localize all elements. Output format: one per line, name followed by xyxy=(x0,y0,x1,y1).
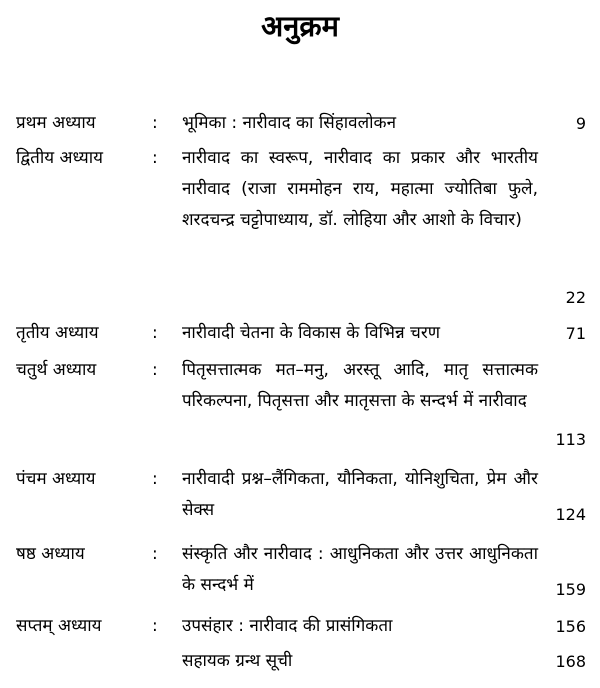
page-number: 113 xyxy=(555,430,586,449)
page-number: 22 xyxy=(565,288,586,307)
toc-entry xyxy=(0,646,600,677)
chapter-title: संस्कृति और नारीवाद : आधुनिकता और उत्तर आधुनिकता के सन्दर्भ में xyxy=(182,544,538,595)
toc-entry xyxy=(0,539,600,605)
separator-colon: : xyxy=(152,323,158,343)
chapter-label: षष्ठ अध्याय xyxy=(16,544,85,564)
toc-entry xyxy=(0,464,600,530)
toc-entry xyxy=(0,355,600,455)
chapter-label: पंचम अध्याय xyxy=(16,469,96,489)
bibliography-title: सहायक ग्रन्थ सूची xyxy=(182,651,293,671)
separator-colon: : xyxy=(152,113,158,133)
page-number: 156 xyxy=(555,617,586,636)
toc-entry xyxy=(0,611,600,642)
page-number: 71 xyxy=(565,324,586,343)
page-number: 124 xyxy=(555,505,586,524)
chapter-label: चतुर्थ अध्याय xyxy=(16,360,97,380)
chapter-title: उपसंहार : नारीवाद की प्रासंगिकता xyxy=(182,616,393,636)
separator-colon: : xyxy=(152,616,158,636)
chapter-title: नारीवादी चेतना के विकास के विभिन्न चरण xyxy=(182,323,441,343)
chapter-label: तृतीय अध्याय xyxy=(16,323,99,343)
toc-entry xyxy=(0,318,600,349)
separator-colon: : xyxy=(152,469,158,489)
toc-entry xyxy=(0,143,600,313)
separator-colon: : xyxy=(152,544,158,564)
page-title: अनुक्रम xyxy=(261,9,339,43)
page-number: 168 xyxy=(555,652,586,671)
chapter-title: नारीवादी प्रश्न–लैंगिकता, यौनिकता, योनिशुचिता, प्रेम और सेक्स xyxy=(182,469,538,520)
chapter-label: प्रथम अध्याय xyxy=(16,113,96,133)
page-number: 9 xyxy=(575,114,586,133)
chapter-title: पितृसत्तात्मक मत–मनु, अरस्तू आदि, मातृ सत्तात्मक परिकल्पना, पितृसत्ता और मातृसत्ता के सन्दर्भ में नारीवाद xyxy=(182,360,538,411)
chapter-title: नारीवाद का स्वरूप, नारीवाद का प्रकार और भारतीय नारीवाद (राजा राममोहन राय, महात्मा ज्योतिबा फुले, शरदचन्द्र चट्टोपाध्याय, डॉ. लोहिया और आशो के विचार) xyxy=(182,148,538,230)
chapter-title: भूमिका : नारीवाद का सिंहावलोकन xyxy=(182,113,397,133)
separator-colon: : xyxy=(152,148,158,168)
toc-entry xyxy=(0,108,600,139)
page-number: 159 xyxy=(555,580,586,599)
chapter-label: द्वितीय अध्याय xyxy=(16,148,104,168)
chapter-label: सप्तम् अध्याय xyxy=(16,616,102,636)
separator-colon: : xyxy=(152,360,158,380)
